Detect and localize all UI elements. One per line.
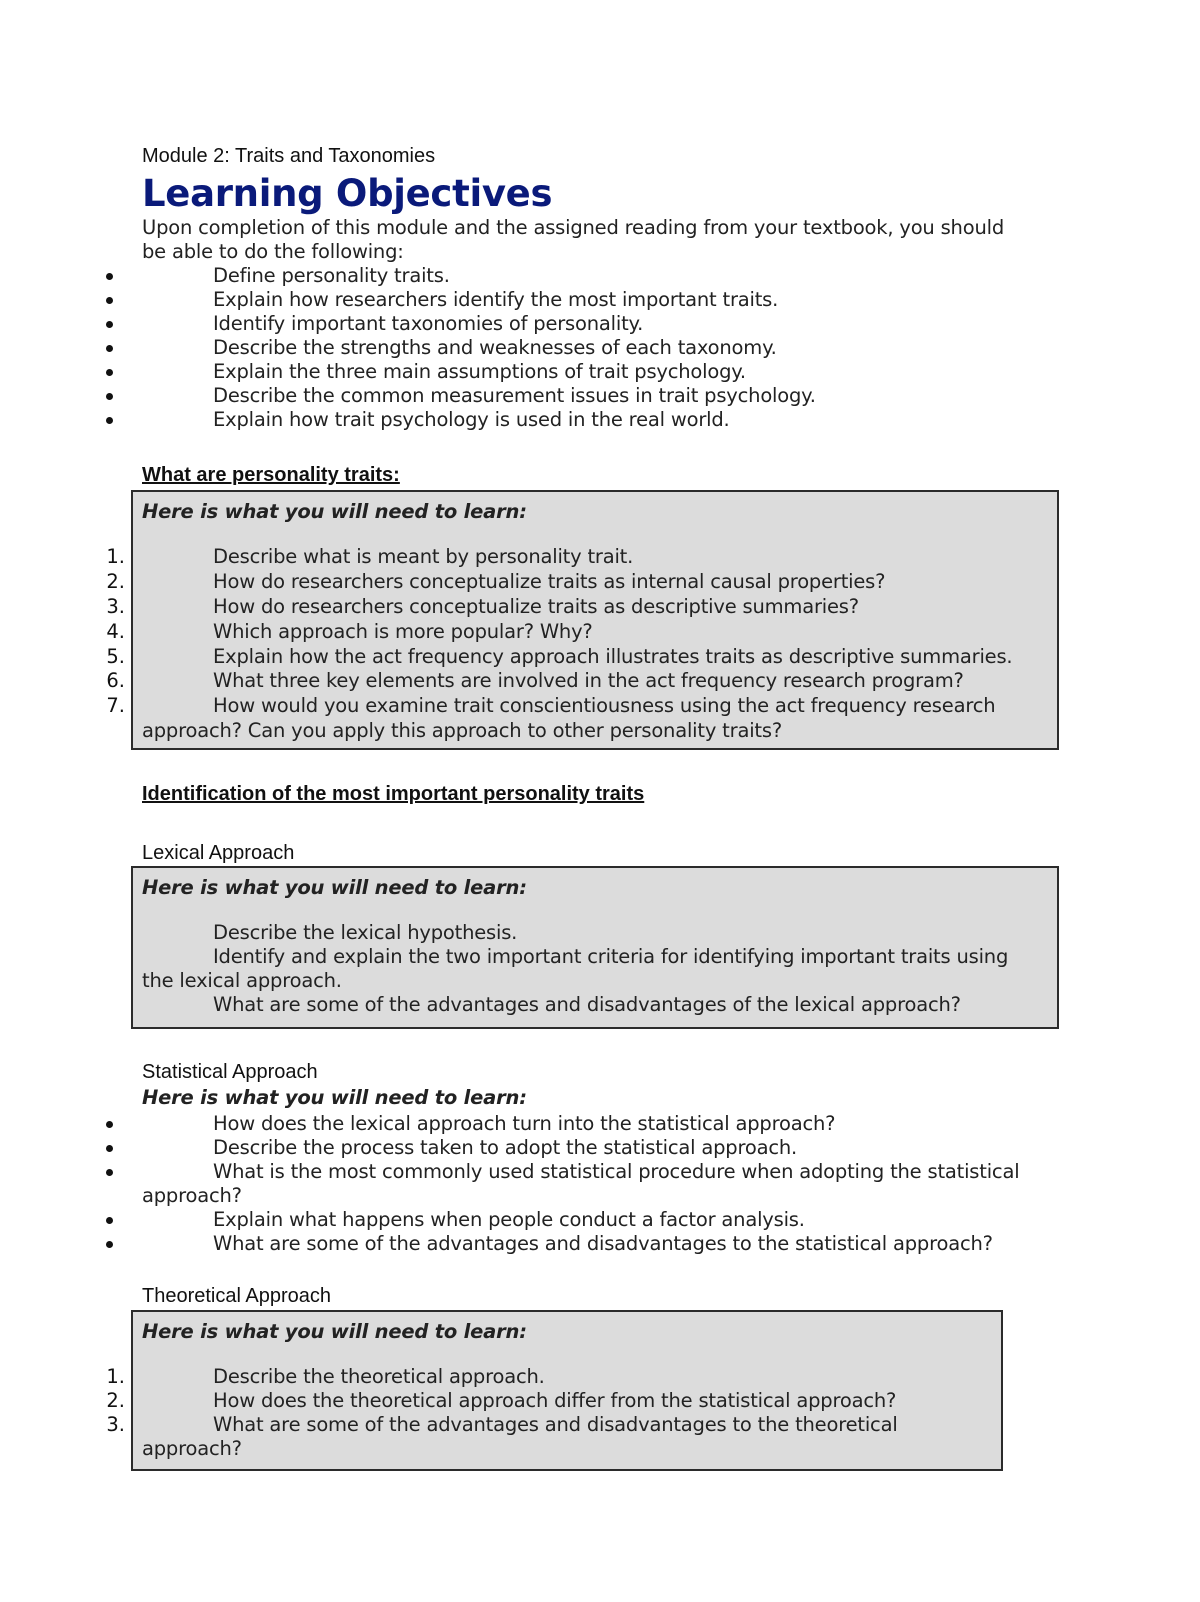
bullet-icon bbox=[106, 297, 113, 304]
list-item: How does the theoretical approach differ from the statistical approach? bbox=[213, 1389, 897, 1412]
list-item: Explain how the act frequency approach illustrates traits as descriptive summaries. bbox=[213, 645, 1013, 668]
list-item: Describe the strengths and weaknesses of each taxonomy. bbox=[213, 336, 777, 359]
list-item-continuation: approach? bbox=[142, 1184, 242, 1207]
bullet-icon bbox=[106, 417, 113, 424]
list-item: What three key elements are involved in the act frequency research program? bbox=[213, 669, 964, 692]
subheading-lexical: Lexical Approach bbox=[142, 842, 295, 864]
list-item: How would you examine trait conscientiousness using the act frequency research bbox=[213, 694, 996, 717]
bullet-icon bbox=[106, 393, 113, 400]
bullet-icon bbox=[106, 345, 113, 352]
bullet-icon bbox=[106, 1241, 113, 1248]
list-item: What are some of the advantages and disadvantages to the theoretical bbox=[213, 1413, 898, 1436]
intro-line-1: Upon completion of this module and the assigned reading from your textbook, you should bbox=[142, 216, 1004, 239]
list-number: 4. bbox=[106, 620, 125, 643]
list-item: Explain the three main assumptions of trait psychology. bbox=[213, 360, 746, 383]
module-title: Module 2: Traits and Taxonomies bbox=[142, 145, 436, 167]
learn-label: Here is what you will need to learn: bbox=[142, 876, 527, 899]
list-item: Explain how researchers identify the most important traits. bbox=[213, 288, 779, 311]
list-item: Identify important taxonomies of personality. bbox=[213, 312, 644, 335]
list-item: Describe the common measurement issues in trait psychology. bbox=[213, 384, 816, 407]
list-number: 7. bbox=[106, 694, 125, 717]
bullet-icon bbox=[106, 369, 113, 376]
learn-label: Here is what you will need to learn: bbox=[142, 500, 527, 523]
list-item-continuation: approach? bbox=[142, 1437, 242, 1460]
section-heading-personality-traits: What are personality traits: bbox=[142, 464, 400, 486]
list-number: 3. bbox=[106, 595, 125, 618]
list-item-continuation: the lexical approach. bbox=[142, 969, 342, 992]
list-item: Describe what is meant by personality trait. bbox=[213, 545, 634, 568]
learn-label: Here is what you will need to learn: bbox=[142, 1086, 527, 1109]
subheading-statistical: Statistical Approach bbox=[142, 1061, 318, 1083]
subheading-theoretical: Theoretical Approach bbox=[142, 1285, 332, 1307]
list-item: What are some of the advantages and disadvantages of the lexical approach? bbox=[213, 993, 961, 1016]
list-item: Describe the theoretical approach. bbox=[213, 1365, 545, 1388]
list-item: Define personality traits. bbox=[213, 264, 450, 287]
list-item: What are some of the advantages and disadvantages to the statistical approach? bbox=[213, 1232, 993, 1255]
list-number: 3. bbox=[106, 1413, 125, 1436]
list-number: 2. bbox=[106, 570, 125, 593]
bullet-icon bbox=[106, 1145, 113, 1152]
bullet-icon bbox=[106, 1169, 113, 1176]
list-number: 1. bbox=[106, 1365, 125, 1388]
bullet-icon bbox=[106, 1217, 113, 1224]
list-item: Explain how trait psychology is used in the real world. bbox=[213, 408, 730, 431]
list-number: 2. bbox=[106, 1389, 125, 1412]
learn-label: Here is what you will need to learn: bbox=[142, 1320, 527, 1343]
list-item: Identify and explain the two important criteria for identifying important traits using bbox=[213, 945, 1009, 968]
section-heading-identification: Identification of the most important personality traits bbox=[142, 783, 645, 805]
list-item: How do researchers conceptualize traits as descriptive summaries? bbox=[213, 595, 859, 618]
list-item: How does the lexical approach turn into the statistical approach? bbox=[213, 1112, 836, 1135]
bullet-icon bbox=[106, 273, 113, 280]
bullet-icon bbox=[106, 1121, 113, 1128]
list-item-continuation: approach? Can you apply this approach to other personality traits? bbox=[142, 719, 782, 742]
learning-objectives-title: Learning Objectives bbox=[142, 172, 553, 215]
bullet-icon bbox=[106, 321, 113, 328]
list-item: Describe the process taken to adopt the statistical approach. bbox=[213, 1136, 798, 1159]
list-item: Describe the lexical hypothesis. bbox=[213, 921, 518, 944]
intro-line-2: be able to do the following: bbox=[142, 240, 404, 263]
list-item: Which approach is more popular? Why? bbox=[213, 620, 593, 643]
list-item: How do researchers conceptualize traits as internal causal properties? bbox=[213, 570, 886, 593]
list-number: 5. bbox=[106, 645, 125, 668]
list-item: Explain what happens when people conduct a factor analysis. bbox=[213, 1208, 805, 1231]
list-number: 6. bbox=[106, 669, 125, 692]
list-number: 1. bbox=[106, 545, 125, 568]
list-item: What is the most commonly used statistical procedure when adopting the statistical bbox=[213, 1160, 1020, 1183]
